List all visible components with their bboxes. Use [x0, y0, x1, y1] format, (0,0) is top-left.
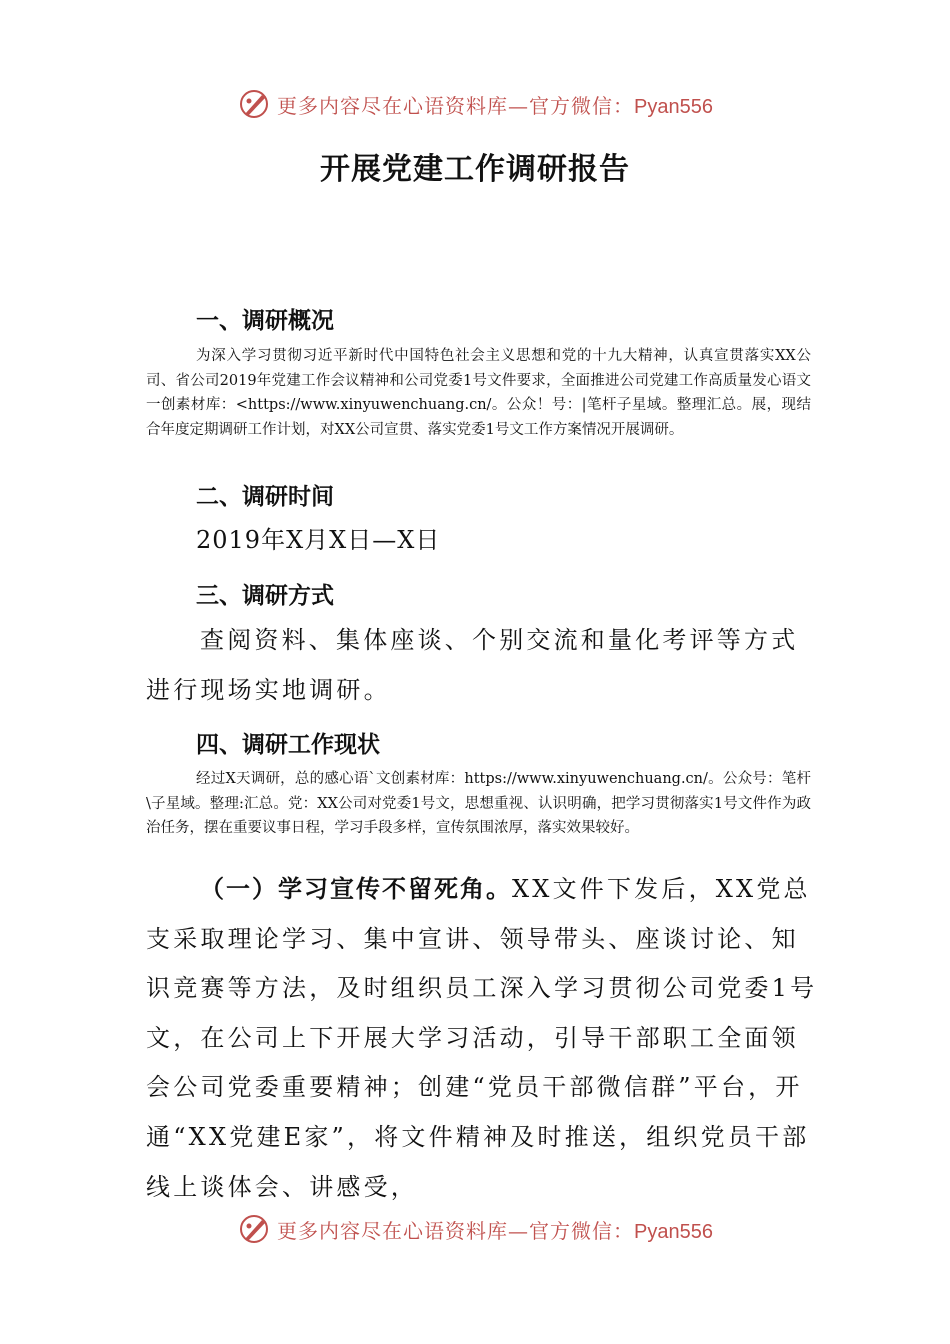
watermark-text: 更多内容尽在心语资料库—官方微信：Pyan556 — [277, 93, 713, 118]
sub-paragraph-text: XX文件下发后，XX党总支采取理论学习、集中宣讲、领导带头、座谈讨论、知识竞赛等方法，及时组织员工深入学习贯彻公司党委1号文，在公司上下开展大学习活动，引导干部职工全面领会公司党委重要精神；创建“党员干部微信群”平台，开通“XX党建E家”，将文件精神及时推送，组织党员干部线上谈体会、讲感受， — [146, 875, 818, 1201]
pen-circle-logo-icon — [237, 1212, 271, 1246]
watermark-banner-bottom — [0, 1209, 950, 1249]
document-title: 开展党建工作调研报告 — [320, 152, 630, 187]
watermark-text: 更多内容尽在心语资料库—官方微信：Pyan556 — [277, 1218, 713, 1243]
section-heading-time: 二、调研时间 — [196, 484, 334, 510]
section-body-method: 查阅资料、集体座谈、个别交流和量化考评等方式进行现场实地调研。 — [146, 626, 799, 704]
watermark-banner-top — [0, 84, 950, 124]
sub-paragraph-lead: （一）学习宣传不留死角。 — [200, 874, 512, 903]
section-body-status: 经过X天调研，总的感心语`文创素材库：https://www.xinyuwenchuang.cn/。公众号：笔杆\子星域。整理:汇总。党：XX公司对党委1号文，思想重视、认识明确，把学习贯彻落实1号文件作为政治任务，摆在重要议事日程，学习手段多样，宣传氛围浓厚，落实效果较好。 — [146, 771, 811, 836]
section-body-time: 2019年X月X日—X日 — [196, 526, 441, 554]
sub-paragraph-study — [146, 864, 822, 1212]
section-heading-method: 三、调研方式 — [196, 583, 334, 609]
section-body-overview: 为深入学习贯彻习近平新时代中国特色社会主义思想和党的十九大精神，认真宣贯落实XX公司、省公司2019年党建工作会议精神和公司党委1号文件要求，全面推进公司党建工作高质量发心语文一创素材库：<https://www.xinyuwenchuang.cn/。公众！号：|笔杆子星域。整理汇总。展，现结合年度定期调研工作计划，对XX公司宣贯、落实党委1号文工作方案情况开展调研。 — [146, 348, 811, 438]
pen-circle-logo-icon — [237, 87, 271, 121]
section-heading-status: 四、调研工作现状 — [196, 732, 380, 758]
section-heading-overview: 一、调研概况 — [196, 308, 334, 334]
